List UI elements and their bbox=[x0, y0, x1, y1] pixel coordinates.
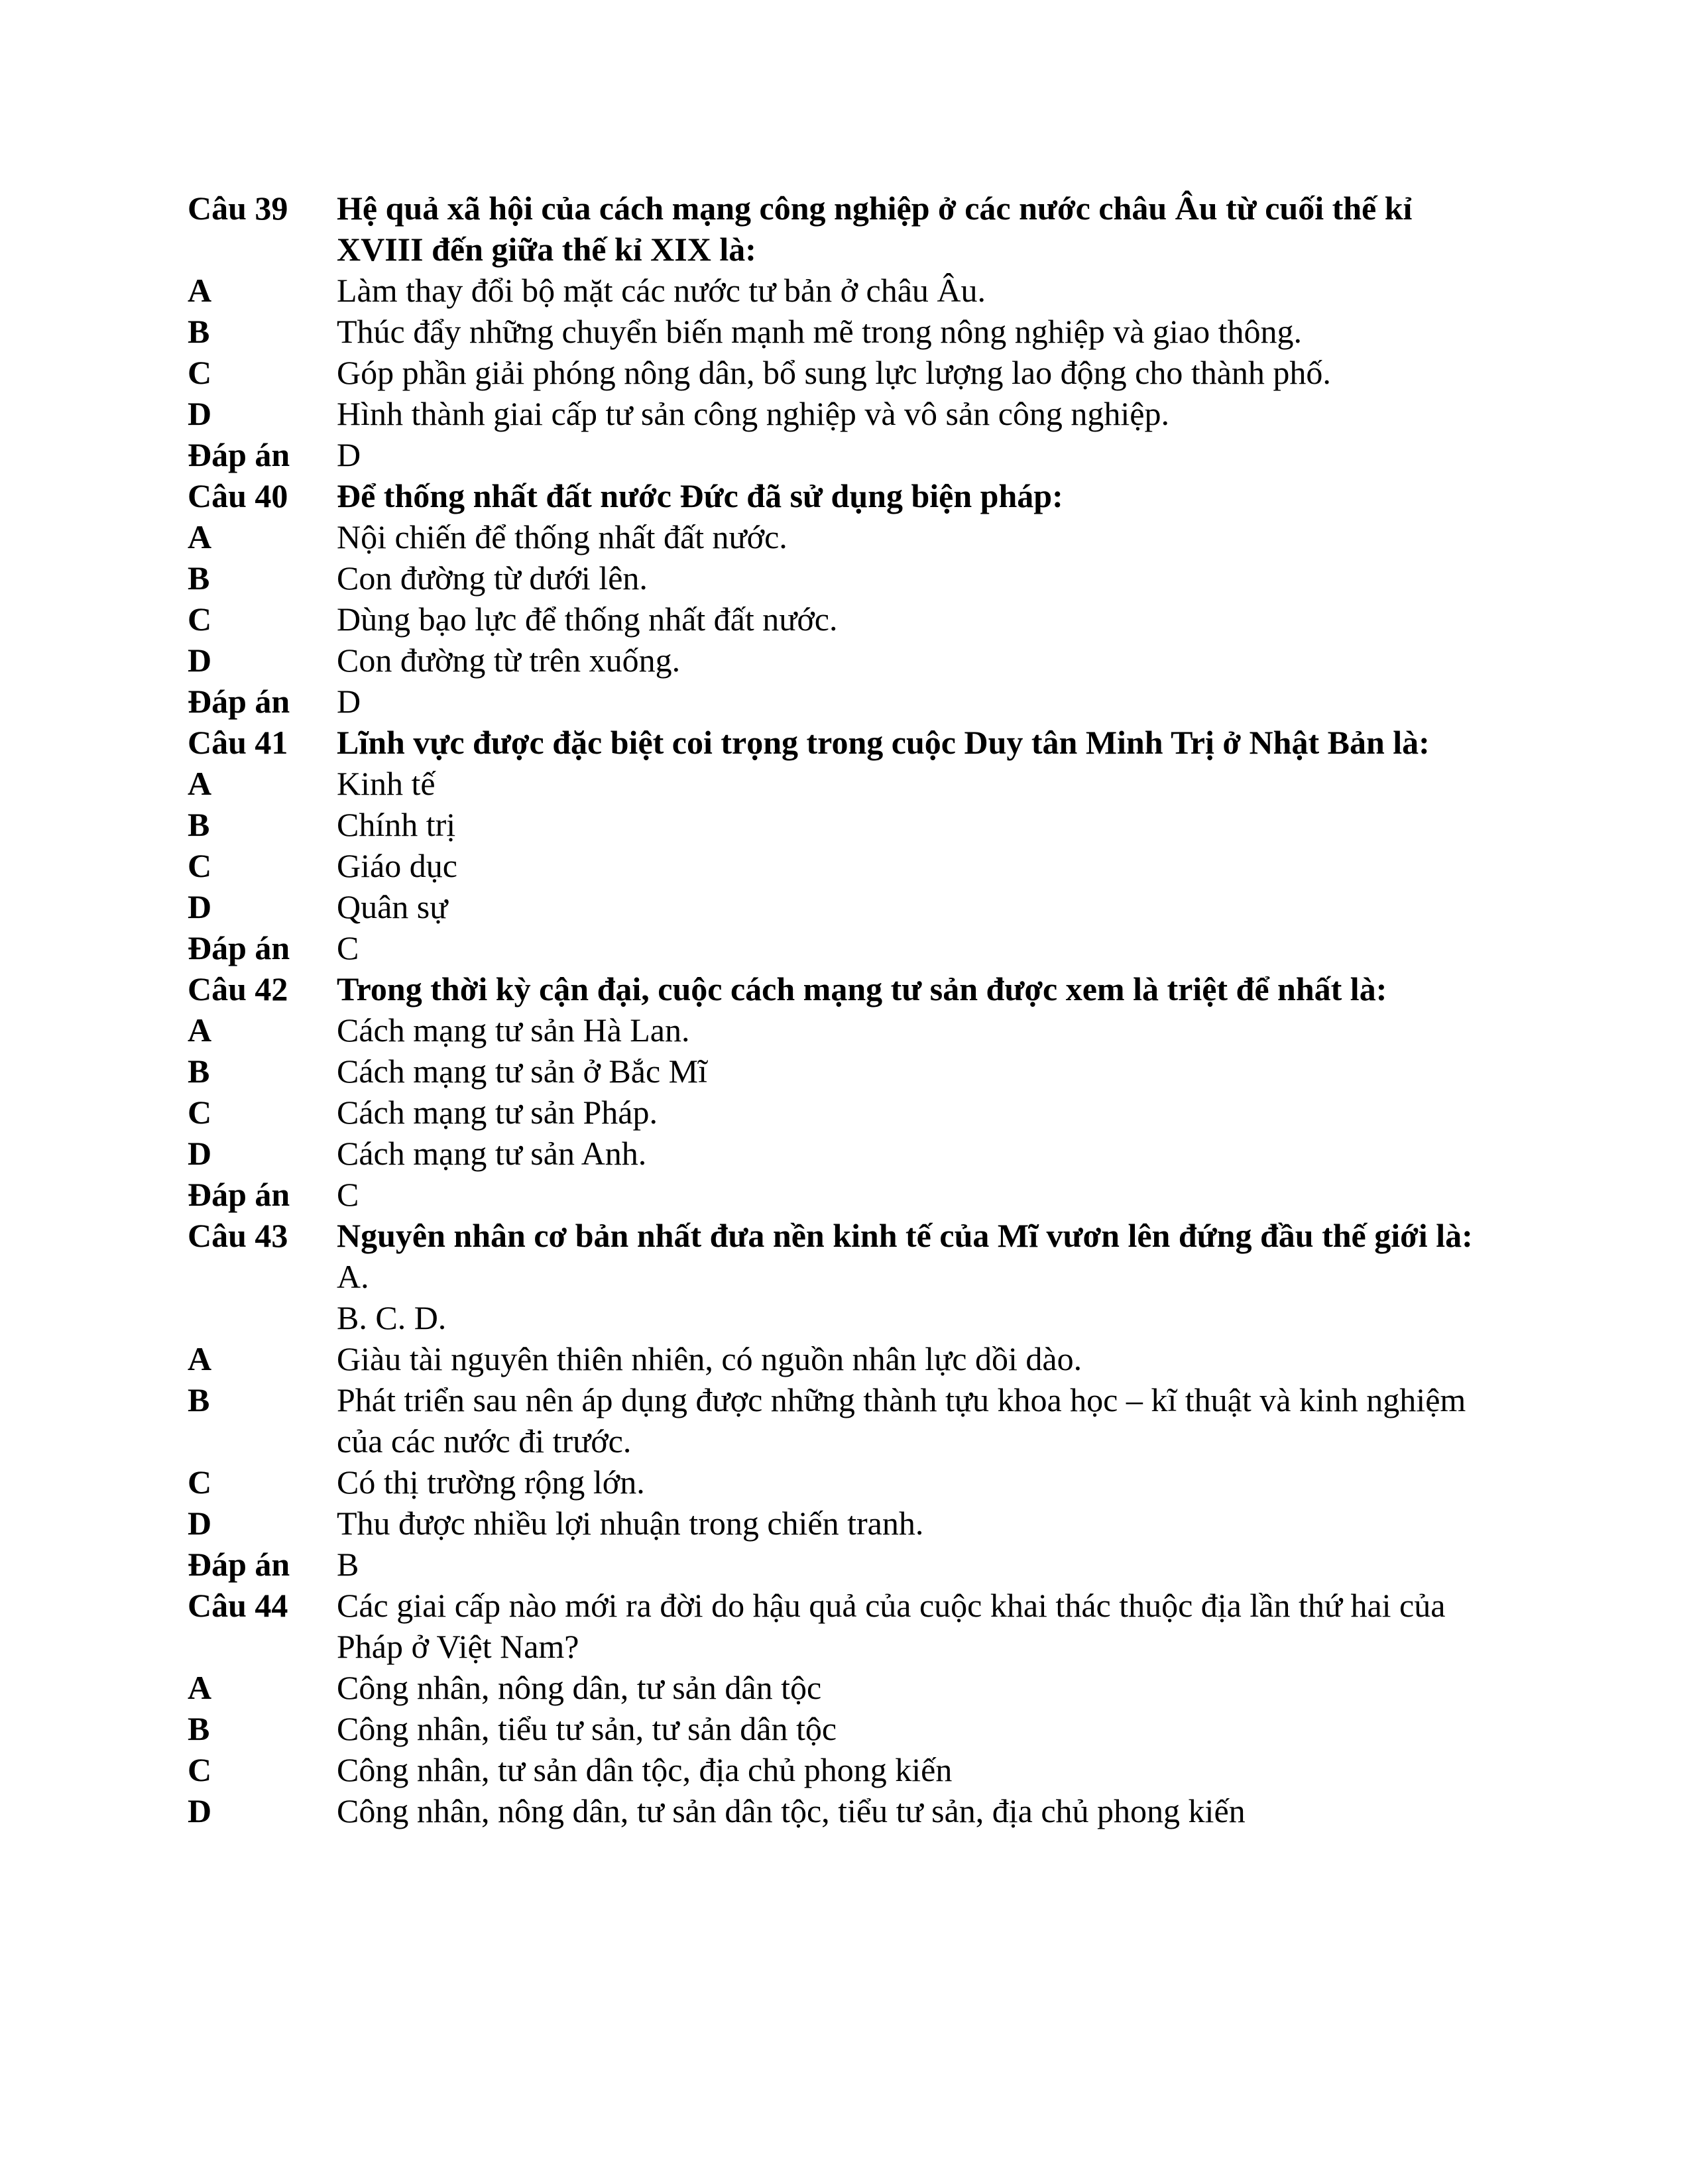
answer-row bbox=[188, 1544, 1487, 1585]
option-row bbox=[188, 516, 1487, 557]
option-row bbox=[188, 1667, 1487, 1708]
question-row bbox=[188, 1585, 1487, 1667]
option-letter: C bbox=[188, 847, 212, 884]
option-text: Thu được nhiều lợi nhuận trong chiến tranh. bbox=[337, 1505, 924, 1542]
answer-value: C bbox=[337, 1176, 359, 1213]
option-letter: B bbox=[188, 1053, 210, 1090]
option-row bbox=[188, 1749, 1487, 1790]
option-row bbox=[188, 1379, 1487, 1462]
option-row bbox=[188, 599, 1487, 640]
question-row bbox=[188, 475, 1487, 516]
question-text: Nguyên nhân cơ bản nhất đưa nền kinh tế của Mĩ vươn lên đứng đầu thế giới là: bbox=[337, 1217, 1473, 1254]
option-letter: A bbox=[188, 518, 212, 555]
option-text: Góp phần giải phóng nông dân, bổ sung lực lượng lao động cho thành phố. bbox=[337, 354, 1331, 391]
answer-value: D bbox=[337, 436, 361, 473]
option-text: Cách mạng tư sản Hà Lan. bbox=[337, 1011, 690, 1049]
option-letter: A bbox=[188, 765, 212, 802]
answer-label: Đáp án bbox=[188, 929, 290, 966]
option-row bbox=[188, 1462, 1487, 1503]
question-row bbox=[188, 968, 1487, 1009]
question-number: Câu 43 bbox=[188, 1217, 288, 1254]
option-row bbox=[188, 1708, 1487, 1749]
option-letter: A bbox=[188, 1340, 212, 1377]
question-text: Các giai cấp nào mới ra đời do hậu quả của cuộc khai thác thuộc địa lần thứ hai của Pháp ở Việt Nam? bbox=[337, 1587, 1454, 1665]
extra-line-row bbox=[188, 1297, 1487, 1338]
option-letter: D bbox=[188, 888, 212, 925]
question-text: Hệ quả xã hội của cách mạng công nghiệp ở các nước châu Âu từ cuối thế kỉ XVIII đến giữa thế kỉ XIX là: bbox=[337, 190, 1421, 268]
option-row bbox=[188, 640, 1487, 681]
option-row bbox=[188, 804, 1487, 845]
answer-row bbox=[188, 927, 1487, 968]
option-row bbox=[188, 557, 1487, 599]
option-text: Phát triển sau nên áp dụng được những thành tựu khoa học – kĩ thuật và kinh nghiệm của các nước đi trước. bbox=[337, 1381, 1474, 1460]
option-letter: C bbox=[188, 354, 212, 391]
option-row bbox=[188, 352, 1487, 393]
option-letter: D bbox=[188, 1135, 212, 1172]
option-text: Quân sự bbox=[337, 888, 448, 925]
option-text: Công nhân, nông dân, tư sản dân tộc, tiểu tư sản, địa chủ phong kiến bbox=[337, 1792, 1246, 1829]
option-row bbox=[188, 1790, 1487, 1831]
answer-value: C bbox=[337, 929, 359, 966]
option-text: Cách mạng tư sản Pháp. bbox=[337, 1094, 658, 1131]
option-letter: D bbox=[188, 1792, 212, 1829]
option-text: Nội chiến để thống nhất đất nước. bbox=[337, 518, 787, 555]
option-letter: C bbox=[188, 601, 212, 638]
question-number: Câu 41 bbox=[188, 724, 288, 761]
option-text: Con đường từ dưới lên. bbox=[337, 559, 648, 597]
option-text: Làm thay đổi bộ mặt các nước tư bản ở châu Âu. bbox=[337, 272, 986, 309]
extra-line-row bbox=[188, 1256, 1487, 1297]
option-row bbox=[188, 1009, 1487, 1051]
document-body bbox=[188, 188, 1487, 1831]
extra-line-text: B. C. D. bbox=[337, 1299, 447, 1336]
option-text: Dùng bạo lực để thống nhất đất nước. bbox=[337, 601, 838, 638]
option-letter: B bbox=[188, 1381, 210, 1418]
question-row bbox=[188, 1215, 1487, 1256]
option-letter: B bbox=[188, 1710, 210, 1747]
answer-row bbox=[188, 1174, 1487, 1215]
option-row bbox=[188, 393, 1487, 434]
option-row bbox=[188, 886, 1487, 927]
question-row bbox=[188, 722, 1487, 763]
option-text: Công nhân, tư sản dân tộc, địa chủ phong kiến bbox=[337, 1751, 953, 1788]
extra-line-text: A. bbox=[337, 1258, 369, 1295]
question-number: Câu 44 bbox=[188, 1587, 288, 1624]
option-letter: B bbox=[188, 559, 210, 597]
question-number: Câu 39 bbox=[188, 190, 288, 227]
option-text: Chính trị bbox=[337, 806, 456, 843]
answer-label: Đáp án bbox=[188, 436, 290, 473]
option-row bbox=[188, 845, 1487, 886]
option-text: Cách mạng tư sản ở Bắc Mĩ bbox=[337, 1053, 707, 1090]
option-letter: D bbox=[188, 395, 212, 432]
option-text: Công nhân, tiểu tư sản, tư sản dân tộc bbox=[337, 1710, 837, 1747]
option-row bbox=[188, 311, 1487, 352]
question-text: Để thống nhất đất nước Đức đã sử dụng biện pháp: bbox=[337, 477, 1063, 514]
option-letter: D bbox=[188, 1505, 212, 1542]
option-text: Giàu tài nguyên thiên nhiên, có nguồn nhân lực dồi dào. bbox=[337, 1340, 1082, 1377]
answer-label: Đáp án bbox=[188, 1546, 290, 1583]
option-letter: C bbox=[188, 1751, 212, 1788]
answer-value: B bbox=[337, 1546, 359, 1583]
option-row bbox=[188, 1503, 1487, 1544]
option-text: Con đường từ trên xuống. bbox=[337, 642, 681, 679]
answer-row bbox=[188, 434, 1487, 475]
answer-value: D bbox=[337, 683, 361, 720]
option-row bbox=[188, 1092, 1487, 1133]
option-text: Giáo dục bbox=[337, 847, 457, 884]
option-row bbox=[188, 270, 1487, 311]
question-text: Lĩnh vực được đặc biệt coi trọng trong cuộc Duy tân Minh Trị ở Nhật Bản là: bbox=[337, 724, 1430, 761]
option-text: Công nhân, nông dân, tư sản dân tộc bbox=[337, 1669, 822, 1706]
question-row bbox=[188, 188, 1487, 270]
option-letter: B bbox=[188, 806, 210, 843]
option-text: Có thị trường rộng lớn. bbox=[337, 1464, 645, 1501]
option-row bbox=[188, 1338, 1487, 1379]
question-text: Trong thời kỳ cận đại, cuộc cách mạng tư sản được xem là triệt để nhất là: bbox=[337, 970, 1387, 1007]
option-row bbox=[188, 763, 1487, 804]
option-text: Thúc đẩy những chuyển biến mạnh mẽ trong nông nghiệp và giao thông. bbox=[337, 313, 1302, 350]
question-number: Câu 40 bbox=[188, 477, 288, 514]
answer-row bbox=[188, 681, 1487, 722]
option-letter: C bbox=[188, 1464, 212, 1501]
option-letter: B bbox=[188, 313, 210, 350]
option-row bbox=[188, 1133, 1487, 1174]
answer-label: Đáp án bbox=[188, 683, 290, 720]
option-text: Cách mạng tư sản Anh. bbox=[337, 1135, 647, 1172]
question-number: Câu 42 bbox=[188, 970, 288, 1007]
option-letter: D bbox=[188, 642, 212, 679]
option-letter: A bbox=[188, 1669, 212, 1706]
option-letter: C bbox=[188, 1094, 212, 1131]
option-row bbox=[188, 1051, 1487, 1092]
option-letter: A bbox=[188, 1011, 212, 1049]
option-letter: A bbox=[188, 272, 212, 309]
option-text: Kinh tế bbox=[337, 765, 436, 802]
option-text: Hình thành giai cấp tư sản công nghiệp và vô sản công nghiệp. bbox=[337, 395, 1169, 432]
answer-label: Đáp án bbox=[188, 1176, 290, 1213]
